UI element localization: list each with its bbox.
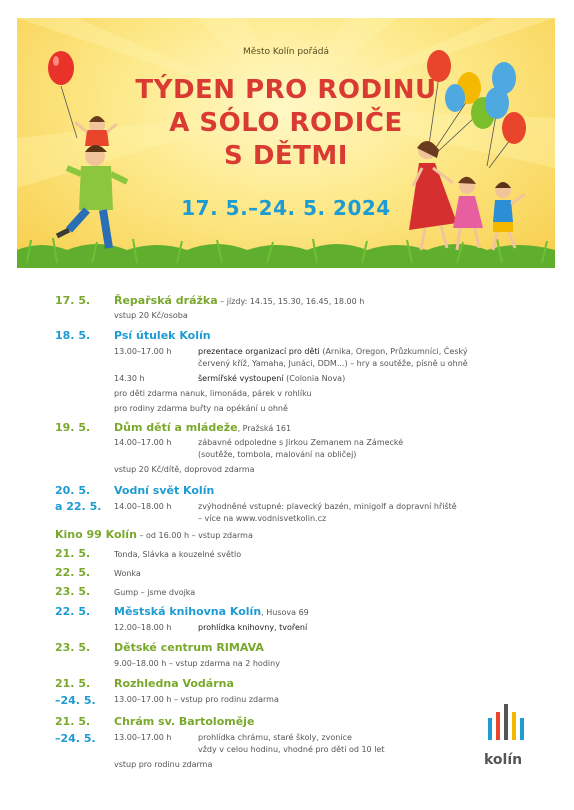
event-highlight: šermířské vystoupení bbox=[198, 374, 284, 383]
cinema-date: 21. 5. bbox=[55, 547, 91, 560]
event-description-line: vždy v celou hodinu, vhodné pro děti od 10 let bbox=[198, 745, 385, 754]
event-title: Vodní svět Kolín bbox=[114, 484, 215, 497]
event-description bbox=[198, 501, 457, 525]
cinema-film: Tonda, Slávka a kouzelné světlo bbox=[114, 550, 242, 559]
event-date: 21. 5. bbox=[55, 677, 91, 690]
event-description bbox=[198, 732, 384, 756]
event-title-text: Městská knihovna Kolín bbox=[114, 605, 262, 618]
cinema-film: Gump – jsme dvojka bbox=[114, 588, 196, 597]
event-time: 14.00–17.00 h bbox=[114, 438, 172, 447]
page-title bbox=[17, 74, 555, 173]
event-title bbox=[114, 605, 309, 618]
event-title-text: Dům dětí a mládeže bbox=[114, 421, 238, 434]
event-description-line: – více na www.vodnisvetkolin.cz bbox=[198, 514, 327, 523]
organizer-text: Město Kolín pořádá bbox=[242, 47, 330, 57]
event-note: pro děti zdarma nanuk, limonáda, párek v rohlíku bbox=[114, 389, 312, 398]
event-note: pro rodiny zdarma buřty na opékání u ohně bbox=[114, 404, 288, 413]
event-note: vstup 20 Kč/osoba bbox=[114, 311, 188, 320]
event-date: 22. 5. bbox=[55, 605, 91, 618]
event-description-line: (Colonia Nova) bbox=[283, 374, 346, 383]
event-note: vstup pro rodinu zdarma bbox=[114, 760, 213, 769]
event-note: 13.00–17.00 h – vstup pro rodinu zdarma bbox=[114, 695, 279, 704]
event-subtitle: – jízdy: 14.15, 15.30, 16.45, 18.00 h bbox=[217, 297, 365, 306]
event-note: vstup 20 Kč/dítě, doprovod zdarma bbox=[114, 465, 255, 474]
event-time: 13.00–17.00 h bbox=[114, 347, 172, 356]
event-description bbox=[198, 622, 307, 634]
event-note: 9.00–18.00 h – vstup zdarma na 2 hodiny bbox=[114, 659, 280, 668]
cinema-subtitle: – od 16.00 h – vstup zdarma bbox=[136, 531, 253, 540]
event-subtitle: , Pražská 161 bbox=[237, 424, 292, 433]
logo-text: kolín bbox=[484, 752, 523, 768]
event-description-line: (soutěže, tombola, malování na obličej) bbox=[198, 450, 357, 459]
event-description bbox=[198, 373, 345, 385]
title-line-3: S DĚTMI bbox=[224, 141, 348, 171]
cinema-date: 22. 5. bbox=[55, 566, 91, 579]
event-title: Rozhledna Vodárna bbox=[114, 677, 234, 690]
event-title bbox=[114, 421, 291, 434]
event-date-end: a 22. 5. bbox=[55, 500, 102, 513]
event-highlight: prohlídka knihovny, tvoření bbox=[198, 623, 308, 632]
event-description bbox=[198, 346, 468, 370]
event-subtitle: , Husova 69 bbox=[261, 608, 309, 617]
event-date-end: –24. 5. bbox=[55, 694, 96, 707]
event-description-line: červený kříž, Yamaha, Junáci, DDM...) – hry a soutěže, písně u ohně bbox=[198, 359, 468, 368]
banner bbox=[17, 18, 555, 268]
event-description-line: prohlídka chrámu, staré školy, zvonice bbox=[198, 733, 352, 742]
event-time: 14.30 h bbox=[114, 374, 145, 383]
event-highlight: prezentace organizací pro děti bbox=[198, 347, 320, 356]
cinema-film: Wonka bbox=[114, 569, 141, 578]
cinema-date: 23. 5. bbox=[55, 585, 91, 598]
event-date-end: –24. 5. bbox=[55, 732, 96, 745]
event-time: 13.00–17.00 h bbox=[114, 733, 172, 742]
cinema-title: Kino 99 Kolín bbox=[55, 528, 137, 541]
event-date: 20. 5. bbox=[55, 484, 91, 497]
event-date: 23. 5. bbox=[55, 641, 91, 654]
event-date: 21. 5. bbox=[55, 715, 91, 728]
event-date: 18. 5. bbox=[55, 329, 91, 342]
event-title: Chrám sv. Bartoloměje bbox=[114, 715, 255, 728]
event-time: 14.00–18.00 h bbox=[114, 502, 172, 511]
event-description-line: (Arnika, Oregon, Průzkumníci, Český bbox=[319, 347, 468, 356]
event-title-text: Řepařská drážka bbox=[114, 294, 218, 307]
event-description-line: zábavné odpoledne s Jirkou Zemanem na Zámecké bbox=[198, 438, 404, 447]
title-line-2: A SÓLO RODIČE bbox=[169, 108, 403, 138]
event-description-line: zvýhodněné vstupné: plavecký bazén, minigolf a dopravní hřiště bbox=[198, 502, 457, 511]
title-line-1: TÝDEN PRO RODINU bbox=[135, 75, 437, 105]
event-title bbox=[114, 294, 364, 307]
event-date: 17. 5. bbox=[55, 294, 91, 307]
event-description bbox=[198, 437, 403, 461]
event-time: 12.00–18.00 h bbox=[114, 623, 172, 632]
event-dates: 17. 5.–24. 5. 2024 bbox=[181, 196, 391, 220]
event-title: Psí útulek Kolín bbox=[114, 329, 211, 342]
event-date: 19. 5. bbox=[55, 421, 91, 434]
cinema-heading bbox=[55, 528, 253, 541]
event-title: Dětské centrum RIMAVA bbox=[114, 641, 264, 654]
